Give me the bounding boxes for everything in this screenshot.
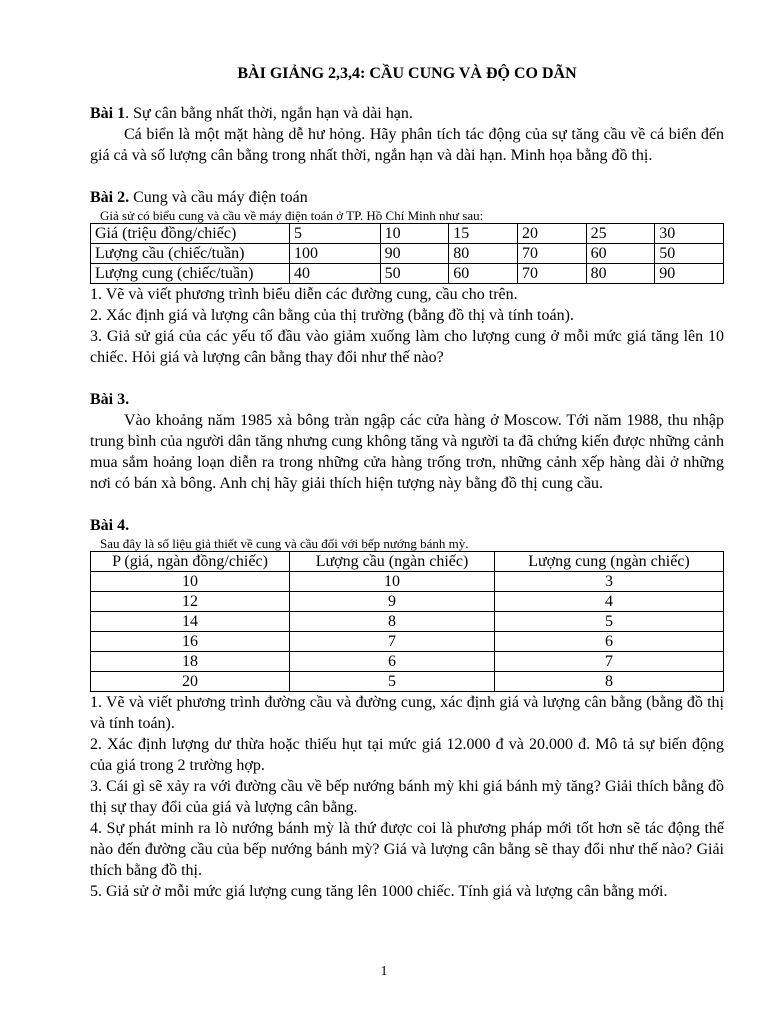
- bai4-table: [90, 551, 724, 692]
- table-cell: 6: [495, 632, 724, 652]
- table-cell: 5: [495, 612, 724, 632]
- table-cell: 7: [495, 652, 724, 672]
- bai2-table: [90, 223, 724, 284]
- bai2-label: Bài 2.: [90, 189, 130, 206]
- table-cell: 14: [91, 612, 290, 632]
- bai4-q1: 1. Vẽ và viết phương trình đường cầu và đường cung, xác định giá và lượng cân bằng (bằng đồ thị và tính toán).: [90, 694, 724, 732]
- table-cell: 9: [290, 592, 495, 612]
- table-cell: 15: [449, 224, 518, 244]
- bai1-heading: [90, 103, 724, 124]
- table-cell: 20: [517, 224, 586, 244]
- table-row: [91, 612, 724, 632]
- table-cell: 5: [290, 672, 495, 692]
- table-cell: Lượng cầu (ngàn chiếc): [290, 552, 495, 572]
- table-row: [91, 652, 724, 672]
- table-cell: 7: [290, 632, 495, 652]
- table-cell: Lượng cung (chiếc/tuần): [91, 264, 290, 284]
- page-number: 1: [380, 964, 388, 979]
- table-cell: 80: [586, 264, 655, 284]
- table-cell: 4: [495, 592, 724, 612]
- table-cell: Lượng cung (ngàn chiếc): [495, 552, 724, 572]
- table-row: [91, 592, 724, 612]
- bai4-q2: 2. Xác định lượng dư thừa hoặc thiếu hụt tại mức giá 12.000 đ và 20.000 đ. Mô tả sự biến động của giá trong 2 trường hợp.: [90, 736, 724, 774]
- table-cell: P (giá, ngàn đồng/chiếc): [91, 552, 290, 572]
- bai4-q3: 3. Cái gì sẽ xảy ra với đường cầu về bếp nướng bánh mỳ khi giá bánh mỳ tăng? Giải thích bằng đồ thị sự thay đổi của giá và lượng cân bằng.: [90, 778, 724, 816]
- table-row: [91, 632, 724, 652]
- bai4-intro: Sau đây là số liệu giả thiết về cung và cầu đối với bếp nướng bánh mỳ.: [100, 536, 469, 551]
- table-cell: 10: [380, 224, 449, 244]
- table-cell: 8: [290, 612, 495, 632]
- table-cell: 40: [290, 264, 381, 284]
- table-cell: 16: [91, 632, 290, 652]
- bai3-label: Bài 3.: [90, 391, 130, 408]
- table-cell: 60: [449, 264, 518, 284]
- table-row: [91, 264, 724, 284]
- table-header-row: [91, 552, 724, 572]
- table-cell: 3: [495, 572, 724, 592]
- table-cell: 10: [91, 572, 290, 592]
- bai2-intro: Giả sử có biểu cung và cầu về máy điện toán ở TP. Hồ Chí Minh như sau:: [100, 208, 484, 223]
- bai4-q5: 5. Giả sử ở mỗi mức giá lượng cung tăng lên 1000 chiếc. Tính giá và lượng cân bằng mới.: [90, 883, 668, 900]
- bai2-q3: 3. Giả sử giá của các yếu tố đầu vào giảm xuống làm cho lượng cung ở mỗi mức giá tăng lên 10 chiếc. Hỏi giá và lượng cân bằng thay đổi như thế nào?: [90, 328, 724, 366]
- bai2-q1: 1. Vẽ và viết phương trình biểu diễn các đường cung, cầu cho trên.: [90, 286, 518, 303]
- bai1-body: Cá biển là một mặt hàng dễ hư hỏng. Hãy phân tích tác động của sự tăng cầu về cá biển đến giá cả và số lượng cân bằng trong nhất thời, ngắn hạn và dài hạn. Minh họa bằng đồ thị.: [90, 126, 724, 164]
- bai2-heading: [90, 187, 724, 208]
- bai3-body: Vào khoảng năm 1985 xà bông tràn ngập các cửa hàng ở Moscow. Tới năm 1988, thu nhập trung bình của người dân tăng nhưng cung không tăng và người ta đã chứng kiến được những cảnh mua sắm hoảng loạn diễn ra trong những cửa hàng trống trơn, những cảnh xếp hàng dài ở những nơi có bán xà bông. Anh chị hãy giải thích hiện tượng này bằng đồ thị cung cầu.: [90, 412, 724, 492]
- table-cell: 90: [655, 264, 724, 284]
- table-cell: 6: [290, 652, 495, 672]
- table-cell: 70: [517, 244, 586, 264]
- table-cell: 70: [517, 264, 586, 284]
- table-row: [91, 244, 724, 264]
- table-cell: 12: [91, 592, 290, 612]
- table-row: [91, 672, 724, 692]
- table-cell: Lượng cầu (chiếc/tuần): [91, 244, 290, 264]
- table-cell: 10: [290, 572, 495, 592]
- table-cell: 90: [380, 244, 449, 264]
- bai2-heading-text: Cung và cầu máy điện toán: [129, 189, 308, 206]
- document-page: [90, 64, 724, 902]
- table-cell: 50: [655, 244, 724, 264]
- table-cell: Giá (triệu đồng/chiếc): [91, 224, 290, 244]
- table-cell: 8: [495, 672, 724, 692]
- table-cell: 18: [91, 652, 290, 672]
- table-row: [91, 224, 724, 244]
- page-title: BÀI GIẢNG 2,3,4: CẦU CUNG VÀ ĐỘ CO DÃN: [237, 65, 577, 82]
- table-cell: 80: [449, 244, 518, 264]
- table-cell: 50: [380, 264, 449, 284]
- table-cell: 25: [586, 224, 655, 244]
- table-row: [91, 572, 724, 592]
- bai4-heading: [90, 515, 724, 536]
- bai2-q2: 2. Xác định giá và lượng cân bằng của thị trường (bằng đồ thị và tính toán).: [90, 307, 574, 324]
- bai4-q4: 4. Sự phát minh ra lò nướng bánh mỳ là thứ được coi là phương pháp mới tốt hơn sẽ tác động thế nào đến đường cầu của bếp nướng bánh mỳ? Giá và lượng cân bằng sẽ thay đổi như thế nào? Giải thích bằng đồ thị.: [90, 820, 724, 879]
- table-cell: 60: [586, 244, 655, 264]
- bai1-heading-text: . Sự cân bằng nhất thời, ngắn hạn và dài hạn.: [125, 105, 413, 122]
- table-cell: 30: [655, 224, 724, 244]
- table-cell: 20: [91, 672, 290, 692]
- table-cell: 100: [290, 244, 381, 264]
- bai3-heading: [90, 389, 724, 410]
- bai1-label: Bài 1: [90, 105, 126, 122]
- bai4-label: Bài 4.: [90, 517, 130, 534]
- table-cell: 5: [290, 224, 381, 244]
